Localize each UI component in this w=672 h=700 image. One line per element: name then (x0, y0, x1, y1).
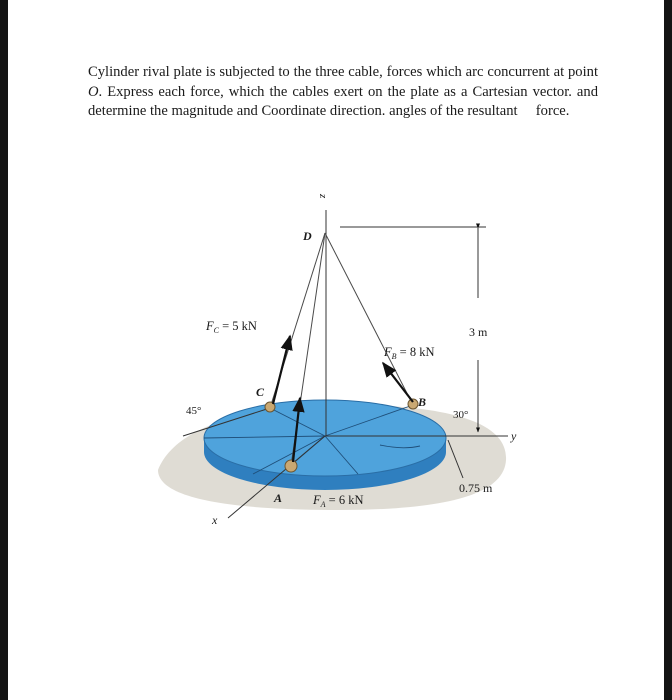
angle-45-label: 45° (186, 405, 202, 417)
point-c-label: C (256, 385, 265, 399)
radius-dimension-label: 0.75 m (459, 481, 493, 495)
problem-text-part-1: Cylinder rival plate is subjected to the three cable, forces which arc concurrent at point (88, 64, 598, 80)
x-axis-label: x (212, 513, 218, 527)
point-b-label: B (418, 395, 427, 409)
force-diagram (8, 0, 664, 700)
plate-top (204, 400, 446, 476)
z-axis-label: z (317, 194, 329, 199)
y-axis-label: y (511, 429, 517, 443)
force-c-arrow (273, 336, 290, 404)
force-b-arrow (383, 363, 413, 402)
force-c-label: $F_C = 5$ kN (206, 319, 257, 335)
force-a-label: $F_A = 6$ kN (313, 493, 364, 509)
point-a-label: A (274, 491, 283, 505)
problem-text-part-2: . Express each force, which the cables exert on the plate as a Cartesian vector. and determine the magnitude and Coordinate direction. angles of the resultant force. (88, 83, 598, 119)
point-d-label: D (303, 229, 312, 243)
force-b-label: $F_B = 8$ kN (384, 345, 435, 361)
angle-30-label: 30° (453, 409, 469, 421)
document-page (8, 0, 664, 700)
point-o-label: O (88, 83, 99, 100)
height-dimension-label: 3 m (469, 325, 488, 339)
